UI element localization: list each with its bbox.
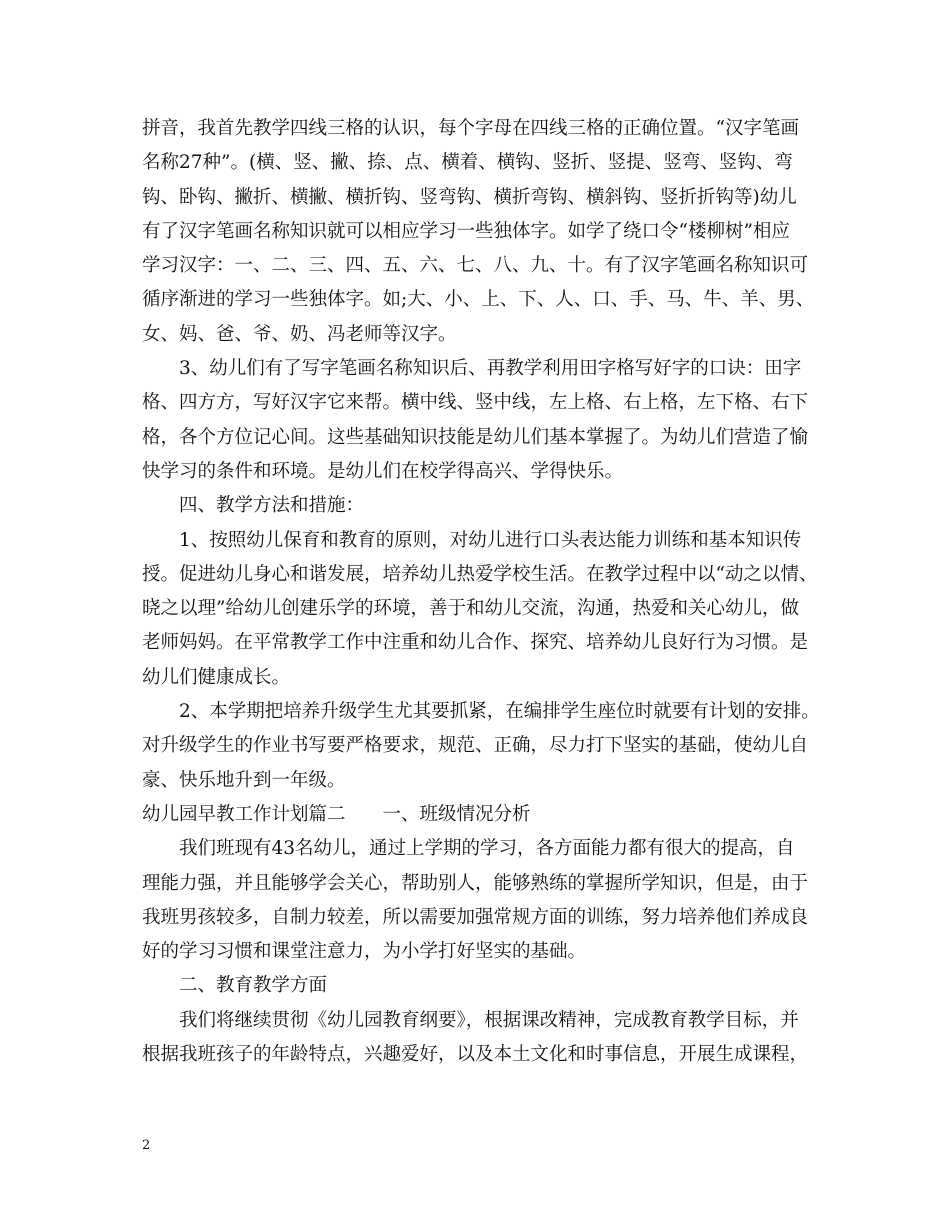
page-number: 2 [142, 1138, 151, 1153]
text-line: 幼儿们健康成长。 [142, 666, 291, 688]
text-line: 女、妈、爸、爷、奶、冯老师等汉字。 [142, 323, 457, 345]
text-line: 格、四方方，写好汉字它来帮。横中线、竖中线，左上格、右上格，左下格、右下 [142, 392, 809, 414]
text-line: 1、按照幼儿保育和教育的原则，对幼儿进行口头表达能力训练和基本知识传 [179, 529, 802, 551]
text-line: 晓之以理”给幼儿创建乐学的环境，善于和幼儿交流，沟通，热爱和关心幼儿，做 [142, 598, 799, 620]
text-line: 学习汉字：一、二、三、四、五、六、七、八、九、十。有了汉字笔画名称知识可 [142, 255, 809, 277]
text-line: 钩、卧钩、撇折、横撇、横折钩、竖弯钩、横折弯钩、横斜钩、竖折折钩等)幼儿 [142, 186, 797, 208]
text-line: 格，各个方位记心间。这些基础知识技能是幼儿们基本掌握了。为幼儿们营造了愉 [142, 426, 809, 448]
text-line: 快学习的条件和环境。是幼儿们在校学得高兴、学得快乐。 [142, 460, 624, 482]
text-line: 循序渐进的学习一些独体字。如;大、小、上、下、人、口、手、马、牛、羊、男、 [142, 289, 815, 311]
text-line: 我们将继续贯彻《幼儿园教育纲要》，根据课改精神，完成教育教学目标，并 [179, 1009, 799, 1031]
text-line: 3、幼儿们有了写字笔画名称知识后、再教学利用田字格写好字的口诀：田字 [179, 358, 802, 380]
text-line: 二、教育教学方面 [179, 975, 328, 997]
text-line: 四、教学方法和措施： [179, 495, 365, 517]
text-line: 好的学习习惯和课堂注意力，为小学打好坚实的基础。 [142, 941, 587, 963]
text-line: 幼儿园早教工作计划篇二 一、班级情况分析 [142, 803, 531, 825]
text-line: 有了汉字笔画名称知识就可以相应学习一些独体字。如学了绕口令“楼柳树”相应 [142, 220, 790, 242]
text-line: 理能力强，并且能够学会关心，帮助别人，能够熟练的掌握所学知识，但是，由于 [142, 872, 809, 894]
document-body [142, 112, 822, 1072]
text-line: 根据我班孩子的年龄特点，兴趣爱好，以及本土文化和时事信息，开展生成课程， [142, 1044, 809, 1066]
text-line: 2、本学期把培养升级学生尤其要抓紧，在编排学生座位时就要有计划的安排。 [179, 701, 820, 723]
text-line: 老师妈妈。在平常教学工作中注重和幼儿合作、探究、培养幼儿良好行为习惯。是 [142, 632, 809, 654]
text-line: 授。促进幼儿身心和谐发展，培养幼儿热爱学校生活。在教学过程中以“动之以情、 [142, 563, 818, 585]
text-line: 拼音，我首先教学四线三格的认识，每个字母在四线三格的正确位置。“汉字笔画 [142, 118, 799, 139]
text-line: 豪、快乐地升到一年级。 [142, 769, 346, 791]
text-line: 我们班现有43名幼儿，通过上学期的学习，各方面能力都有很大的提高，自 [179, 838, 795, 860]
text-line: 对升级学生的作业书写要严格要求，规范、正确，尽力打下坚实的基础，使幼儿自 [142, 735, 809, 757]
text-line: 名称27种”。(横、竖、撇、捺、点、横着、横钩、竖折、竖提、竖弯、竖钩、弯 [142, 152, 793, 174]
text-line: 我班男孩较多，自制力较差，所以需要加强常规方面的训练，努力培养他们养成良 [142, 906, 809, 928]
